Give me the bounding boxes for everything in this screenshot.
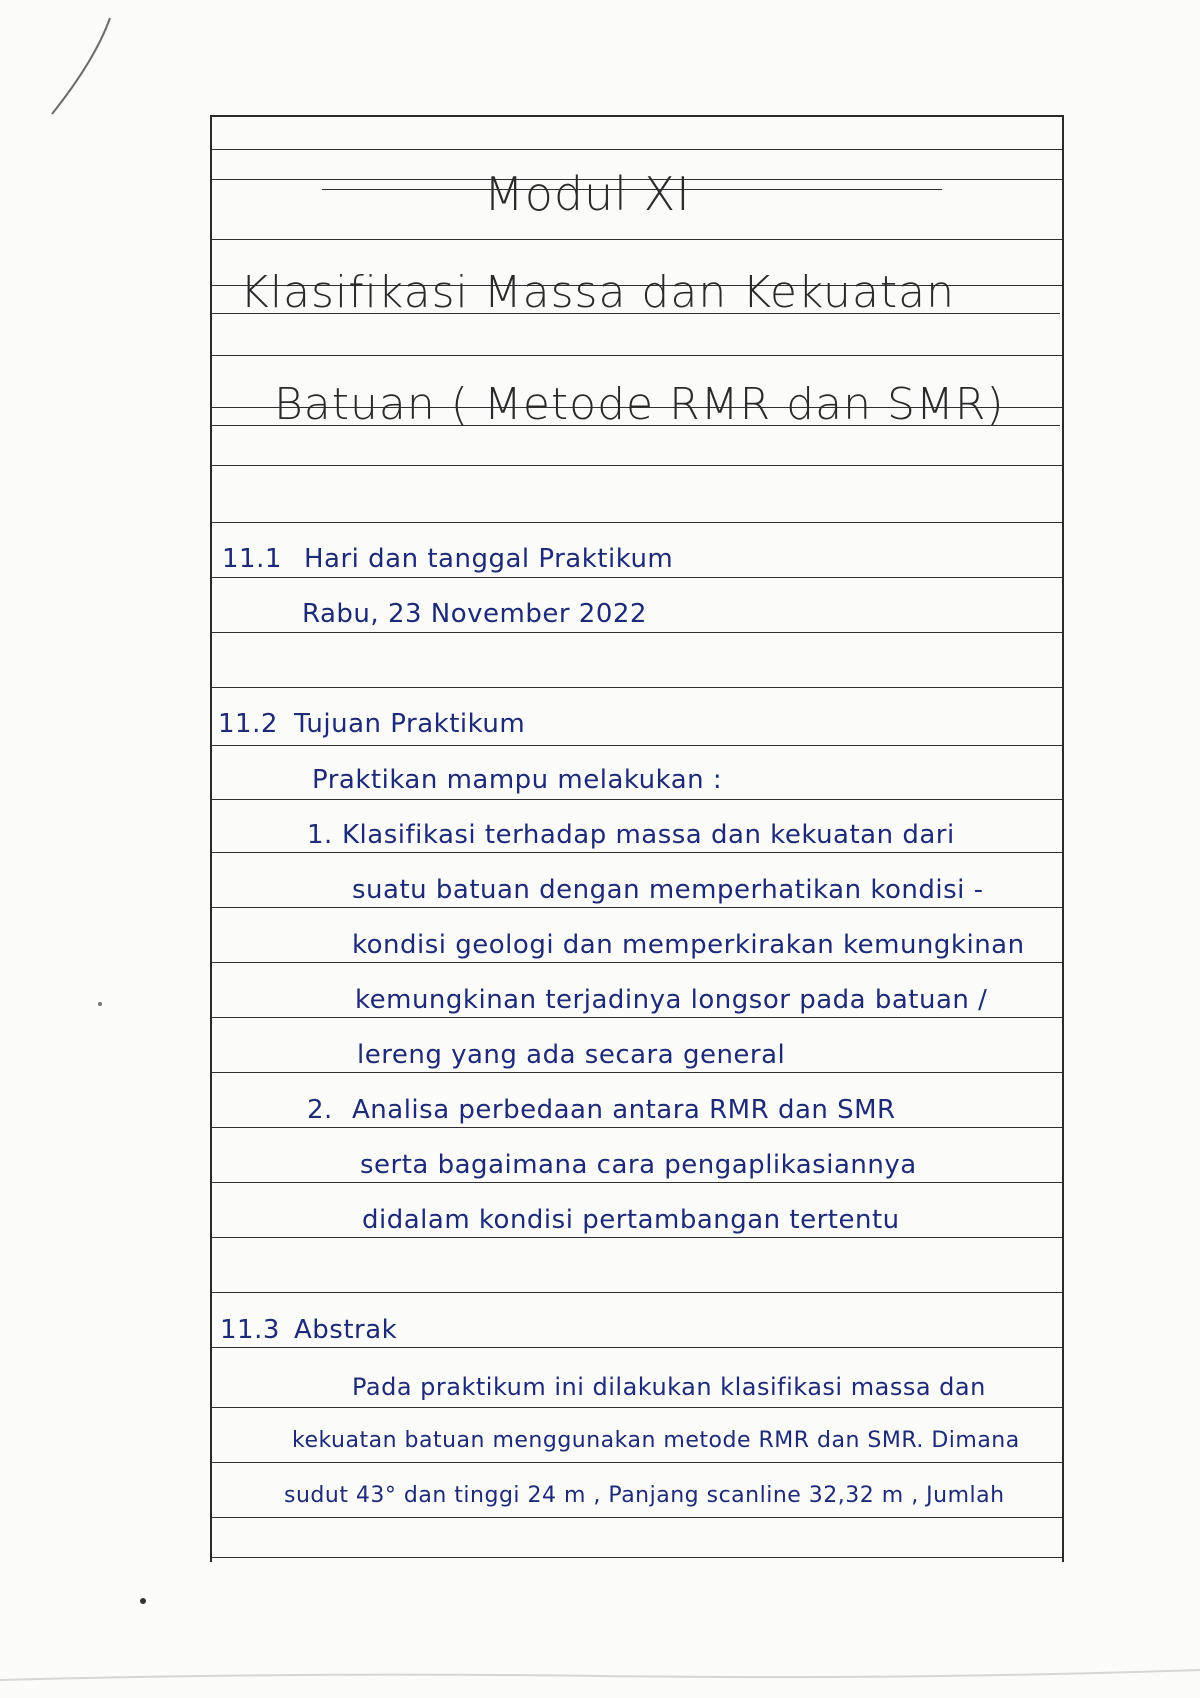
- ruled-line: [212, 1072, 1062, 1073]
- section-number: 11.1: [222, 544, 282, 574]
- objective-intro: Praktikan mampu melakukan :: [312, 765, 723, 795]
- list-marker: 1.: [307, 820, 333, 850]
- ruled-line: [212, 1237, 1062, 1238]
- title-strike: [212, 425, 1060, 426]
- ruled-line: [212, 1462, 1062, 1463]
- list-item-line: serta bagaimana cara pengaplikasiannya: [360, 1150, 917, 1180]
- scan-dot-left: [138, 1596, 148, 1606]
- practicum-date: Rabu, 23 November 2022: [302, 599, 647, 629]
- ruled-line: [212, 907, 1062, 908]
- ruled-line: [212, 1127, 1062, 1128]
- ruled-line: [212, 1557, 1062, 1558]
- ruled-line: [212, 149, 1062, 150]
- ruled-line: [212, 1347, 1062, 1348]
- ruled-line: [212, 1517, 1062, 1518]
- ruled-line: [212, 687, 1062, 688]
- list-item-line: kemungkinan terjadinya longsor pada batuan /: [355, 985, 988, 1015]
- scan-edge-bottom: [0, 1660, 1200, 1690]
- list-marker: 2.: [307, 1095, 333, 1125]
- list-item-line: Klasifikasi terhadap massa dan kekuatan dari: [342, 820, 955, 850]
- list-item-line: suatu batuan dengan memperhatikan kondisi -: [352, 875, 984, 905]
- ruled-line: [212, 1017, 1062, 1018]
- ruled-line: [212, 355, 1062, 356]
- ruled-line: [212, 1292, 1062, 1293]
- section-heading: Tujuan Praktikum: [294, 709, 526, 739]
- abstract-line: kekuatan batuan menggunakan metode RMR dan SMR. Dimana: [292, 1428, 1020, 1453]
- list-item-line: didalam kondisi pertambangan tertentu: [362, 1205, 900, 1235]
- ruled-line: [212, 577, 1062, 578]
- scan-mark-corner: [40, 10, 120, 120]
- list-item-line: kondisi geologi dan memperkirakan kemungkinan: [352, 930, 1025, 960]
- ruled-line: [212, 632, 1062, 633]
- ruled-line: [212, 1182, 1062, 1183]
- section-heading: Abstrak: [294, 1315, 398, 1345]
- title-strike: [322, 189, 942, 190]
- list-item-line: Analisa perbedaan antara RMR dan SMR: [352, 1095, 896, 1125]
- scan-dot-left-2: [96, 1000, 104, 1008]
- ruled-line: [212, 239, 1062, 240]
- abstract-line: Pada praktikum ini dilakukan klasifikasi massa dan: [352, 1373, 986, 1401]
- abstract-line: sudut 43° dan tinggi 24 m , Panjang scanline 32,32 m , Jumlah: [284, 1483, 1005, 1508]
- section-number: 11.2: [218, 709, 278, 739]
- ruled-line: [212, 799, 1062, 800]
- ruled-line: [212, 465, 1062, 466]
- ruled-line: [212, 962, 1062, 963]
- list-item-line: lereng yang ada secara general: [357, 1040, 786, 1070]
- title-line-1: Klasifikasi Massa dan Kekuatan: [240, 267, 956, 318]
- title-line-2: Batuan ( Metode RMR dan SMR): [274, 379, 1005, 430]
- ruled-line: [212, 522, 1062, 523]
- title-strike: [212, 313, 1060, 314]
- section-number: 11.3: [220, 1315, 280, 1345]
- section-heading: Hari dan tanggal Praktikum: [304, 544, 674, 574]
- ruled-line: [212, 1407, 1062, 1408]
- module-title: Modul XI: [484, 167, 691, 221]
- ruled-line: [212, 852, 1062, 853]
- ruled-line: [212, 745, 1062, 746]
- notebook-page: [210, 115, 1064, 1562]
